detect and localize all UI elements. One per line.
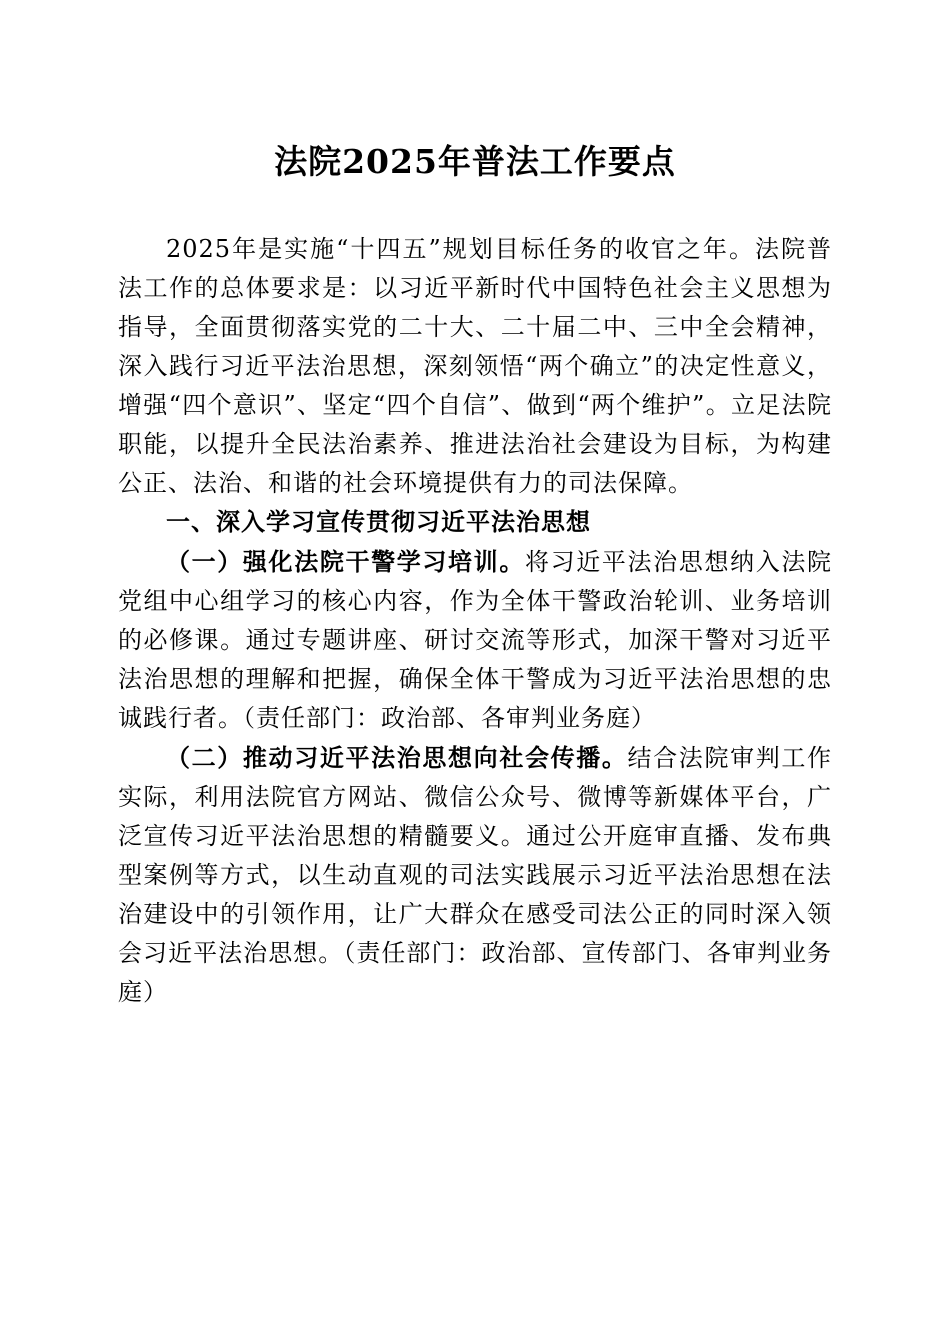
item-subheading: （一）强化法院干警学习培训。 — [166, 547, 525, 576]
section-item-1 — [118, 542, 832, 738]
document-body — [118, 230, 832, 1012]
intro-paragraph: 2025年是实施“十四五”规划目标任务的收官之年。法院普法工作的总体要求是：以习近平新时代中国特色社会主义思想为指导，全面贯彻落实党的二十大、二十届二中、三中全会精神，深入践行习近平法治思想，深刻领悟“两个确立”的决定性意义，增强“四个意识”、坚定“四个自信”、做到“两个维护”。立足法院职能，以提升全民法治素养、推进法治社会建设为目标，为构建公正、法治、和谐的社会环境提供有力的司法保障。 — [118, 235, 832, 497]
item-subheading: （二）推动习近平法治思想向社会传播。 — [166, 743, 628, 772]
section-1 — [118, 503, 832, 1012]
item-text: 结合法院审判工作实际，利用法院官方网站、微信公众号、微博等新媒体平台，广泛宣传习近平法治思想的精髓要义。通过公开庭审直播、发布典型案例等方式，以生动直观的司法实践展示习近平法治思想在法治建设中的引领作用，让广大群众在感受司法公正的同时深入领会习近平法治思想。（责任部门：政治部、宣传部门、各审判业务庭） — [118, 744, 833, 1006]
document-title: 法院2025年普法工作要点 — [274, 142, 676, 181]
item-text: 将习近平法治思想纳入法院党组中心组学习的核心内容，作为全体干警政治轮训、业务培训的必修课。通过专题讲座、研讨交流等形式，加深干警对习近平法治思想的理解和把握，确保全体干警成为习近平法治思想的忠诚践行者。（责任部门：政治部、各审判业务庭） — [118, 548, 833, 732]
section-heading: 一、深入学习宣传贯彻习近平法治思想 — [166, 508, 591, 536]
section-item-2 — [118, 738, 832, 1012]
